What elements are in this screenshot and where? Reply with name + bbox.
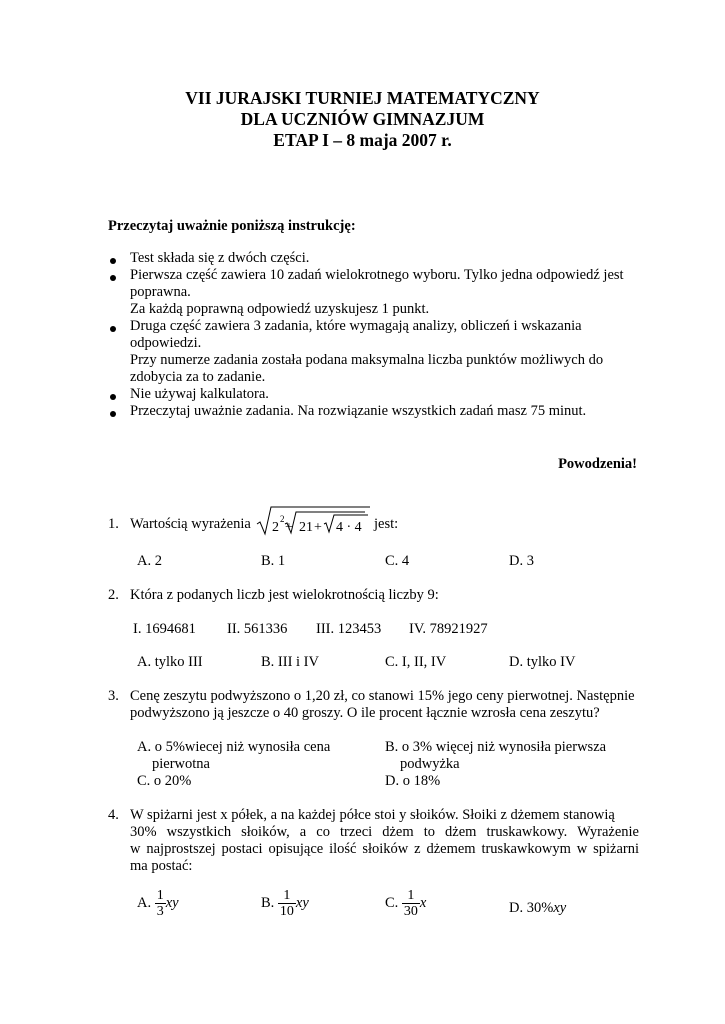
q4-option-d-var: xy [553, 900, 567, 916]
q4-option-a-den: 3 [156, 904, 164, 919]
q4-option-b-fraction [278, 888, 296, 919]
q4-option-c-den: 30 [403, 904, 418, 919]
q2-number-3: III. 123453 [316, 621, 382, 637]
instruction-5: Przeczytaj uważnie zadania. Na rozwiązanie wszystkich zadań masz 75 minut. [130, 403, 587, 419]
instructions-heading: Przeczytaj uważnie poniższą instrukcję: [108, 218, 356, 234]
q4-line-3: w najprostszej postaci opisujące ilość słoików z dżemem truskawkowym w spiżarni [130, 841, 639, 857]
q1-expr-inner: 4 · 4 [336, 520, 362, 535]
q1-prefix: Wartością wyrażenia [130, 516, 251, 532]
q3-option-c: C. o 20% [137, 773, 192, 789]
instruction-4: Nie używaj kalkulatora. [130, 386, 269, 402]
q3-number: 3. [108, 688, 119, 704]
bullet-icon [110, 394, 116, 400]
instruction-1: Test składa się z dwóch części. [130, 250, 310, 266]
q2-option-d: D. tylko IV [509, 654, 576, 670]
q1-option-a: A. 2 [137, 553, 162, 569]
q1-expression [255, 504, 375, 536]
q4-option-b-den: 10 [279, 904, 294, 919]
bullet-icon [110, 258, 116, 264]
q2-text: Która z podanych liczb jest wielokrotnością liczby 9: [130, 587, 439, 603]
instruction-2-cont: poprawna. [130, 284, 191, 300]
q1-option-d: D. 3 [509, 553, 534, 569]
bullet-icon [110, 275, 116, 281]
q4-option-a-label: A. [137, 895, 152, 911]
q4-line-4: ma postać: [130, 858, 193, 874]
q3-line-2: podwyższono ją jeszcze o 40 groszy. O ile procent łącznie wzrosła cena zeszytu? [130, 705, 600, 721]
bullet-icon [110, 326, 116, 332]
q4-option-b-num: 1 [278, 888, 296, 904]
q4-option-b-label: B. [261, 895, 275, 911]
q2-option-c: C. I, II, IV [385, 654, 447, 670]
q1-expr-plus2: + [314, 520, 322, 535]
q2-number-2: II. 561336 [227, 621, 288, 637]
q1-expr-plus1: + [285, 520, 293, 535]
q1-suffix: jest: [374, 516, 399, 532]
q3-option-b: B. o 3% więcej niż wynosiła pierwsza [385, 739, 607, 755]
q4-option-a-num: 1 [156, 888, 164, 903]
instruction-3-cont: odpowiedzi. [130, 335, 202, 351]
q3-option-b-cont: podwyżka [400, 756, 460, 772]
q4-option-a-fraction [155, 888, 166, 919]
instruction-2-extra: Za każdą poprawną odpowiedź uzyskujesz 1 punkt. [130, 301, 430, 317]
q1-expr-base: 2 [272, 520, 279, 535]
q2-number: 2. [108, 587, 119, 603]
title-line-1: VII JURAJSKI TURNIEJ MATEMATYCZNY [185, 88, 540, 108]
q4-option-d-label: D. [509, 900, 524, 916]
q1-option-c: C. 4 [385, 553, 410, 569]
q4-option-c-fraction [402, 888, 420, 919]
q1-expr-exp: 2 [280, 514, 285, 524]
q2-option-a: A. tylko III [137, 654, 203, 670]
q3-line-1: Cenę zeszytu podwyższono o 1,20 zł, co stanowi 15% jego ceny pierwotnej. Następnie [130, 688, 635, 704]
q4-line-2: 30% wszystkich słoików, a co trzeci dżem to dżem truskawkowy. Wyrażenie [130, 824, 639, 840]
q4-option-c-label: C. [385, 895, 399, 911]
q3-option-a-cont: pierwotna [152, 756, 210, 772]
q4-option-b-var: xy [295, 895, 309, 911]
q1-option-b: B. 1 [261, 553, 286, 569]
instruction-2: Pierwsza część zawiera 10 zadań wielokrotnego wyboru. Tylko jedna odpowiedź jest [130, 267, 624, 283]
q4-option-c-num: 1 [402, 888, 420, 904]
q1-number: 1. [108, 516, 119, 532]
q3-option-a: A. o 5%wiecej niż wynosiła cena [137, 739, 331, 755]
q4-line-1: W spiżarni jest x półek, a na każdej półce stoi y słoików. Słoiki z dżemem stanowią [130, 807, 615, 823]
q4-option-c [385, 888, 426, 919]
q4-option-a-var: xy [165, 895, 179, 911]
q2-option-b: B. III i IV [261, 654, 319, 670]
bullet-icon [110, 411, 116, 417]
q4-option-b [261, 888, 309, 919]
title-line-2: DLA UCZNIÓW GIMNAZJUM [240, 109, 485, 129]
instruction-3-extra-1: Przy numerze zadania została podana maksymalna liczba punktów możliwych do [130, 352, 604, 368]
instruction-3-extra-2: zdobycia za to zadanie. [130, 369, 266, 385]
q1-expr-21: 21 [299, 520, 313, 535]
title-line-3: ETAP I – 8 maja 2007 r. [273, 130, 452, 150]
q4-option-c-var: x [419, 895, 427, 911]
q4-option-d [509, 900, 566, 917]
q3-option-d: D. o 18% [385, 773, 441, 789]
instruction-3: Druga część zawiera 3 zadania, które wymagają analizy, obliczeń i wskazania [130, 318, 582, 334]
good-luck: Powodzenia! [558, 456, 637, 472]
q2-number-1: I. 1694681 [133, 621, 196, 637]
q4-number: 4. [108, 807, 119, 823]
q2-number-4: IV. 78921927 [409, 621, 488, 637]
q4-option-d-text: 30% [526, 900, 554, 916]
q4-option-a [137, 888, 179, 919]
